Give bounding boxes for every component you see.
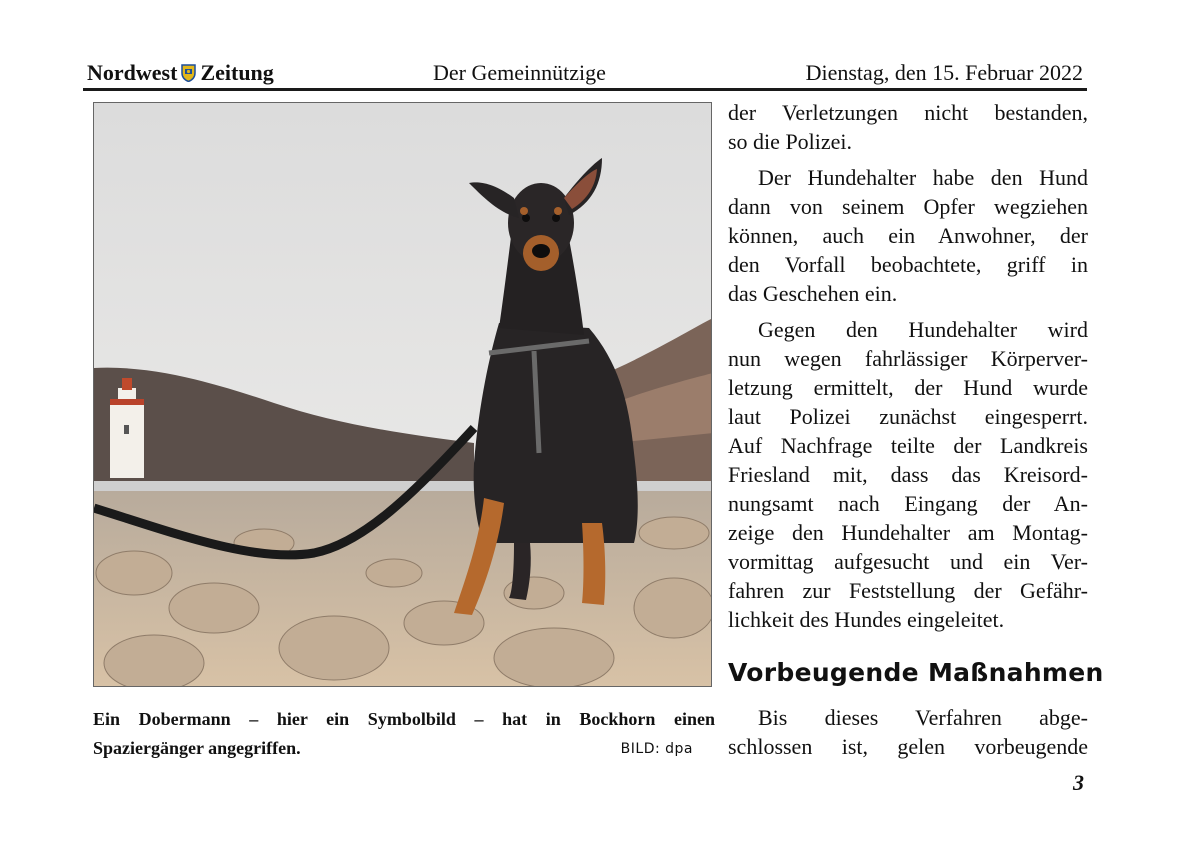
article-photo — [93, 102, 712, 687]
article-column-continued — [728, 703, 1088, 761]
text-line: zeige den Hundehalter am Montag- — [728, 520, 1088, 545]
issue-date: Dienstag, den 15. Februar 2022 — [805, 60, 1083, 85]
text-line: der Verletzungen nicht bestanden, — [728, 100, 1088, 125]
article-subheading: Vorbeugende Maßnahmen — [728, 658, 1104, 687]
section-title: Der Gemeinnützige — [433, 60, 606, 85]
text-line: so die Polizei. — [728, 129, 853, 154]
text-line: nun wegen fahrlässiger Körperver- — [728, 346, 1088, 371]
paragraph — [728, 163, 1088, 308]
text-line: Friesland mit, dass das Kreisord- — [728, 462, 1088, 487]
article-column — [728, 98, 1088, 641]
caption-line: Spaziergänger angegriffen. BILD: dpa — [93, 734, 715, 763]
text-line: schlossen ist, gelen vorbeugende — [728, 734, 1088, 759]
dog-photo-icon — [94, 103, 712, 687]
coat-of-arms-icon — [181, 64, 196, 82]
text-line: Bis dieses Verfahren abge- — [758, 705, 1088, 730]
text-line: fahren zur Feststellung der Gefähr- — [728, 578, 1088, 603]
text-line: dann von seinem Opfer wegziehen — [728, 194, 1088, 219]
photo-caption — [93, 705, 715, 763]
text-line: vormittag aufgesucht und ein Ver- — [728, 549, 1088, 574]
masthead — [83, 58, 1087, 91]
page-number: 3 — [1073, 770, 1084, 795]
caption-line: Ein Dobermann – hier ein Symbolbild – hat in Bockhorn einen — [93, 709, 715, 729]
text-line: den Vorfall beobachtete, griff in — [728, 252, 1088, 277]
text-line: lichkeit des Hundes eingeleitet. — [728, 607, 1005, 632]
text-line: laut Polizei zunächst eingesperrt. — [728, 404, 1088, 429]
photo-credit: BILD: dpa — [620, 741, 693, 757]
paragraph — [728, 98, 1088, 156]
text-line: Gegen den Hundehalter wird — [758, 317, 1088, 342]
text-line: letzung ermittelt, der Hund wurde — [728, 375, 1088, 400]
text-line: Der Hundehalter habe den Hund — [758, 165, 1088, 190]
brand-name-left: Nordwest — [87, 60, 178, 85]
paragraph — [728, 315, 1088, 634]
text-line: nungsamt nach Eingang der An- — [728, 491, 1088, 516]
text-line: Auf Nachfrage teilte der Landkreis — [728, 433, 1088, 458]
text-line: können, auch ein Anwohner, der — [728, 223, 1088, 248]
newspaper-brand — [87, 60, 274, 86]
text-line: das Geschehen ein. — [728, 281, 898, 306]
brand-name-right: Zeitung — [200, 60, 274, 85]
